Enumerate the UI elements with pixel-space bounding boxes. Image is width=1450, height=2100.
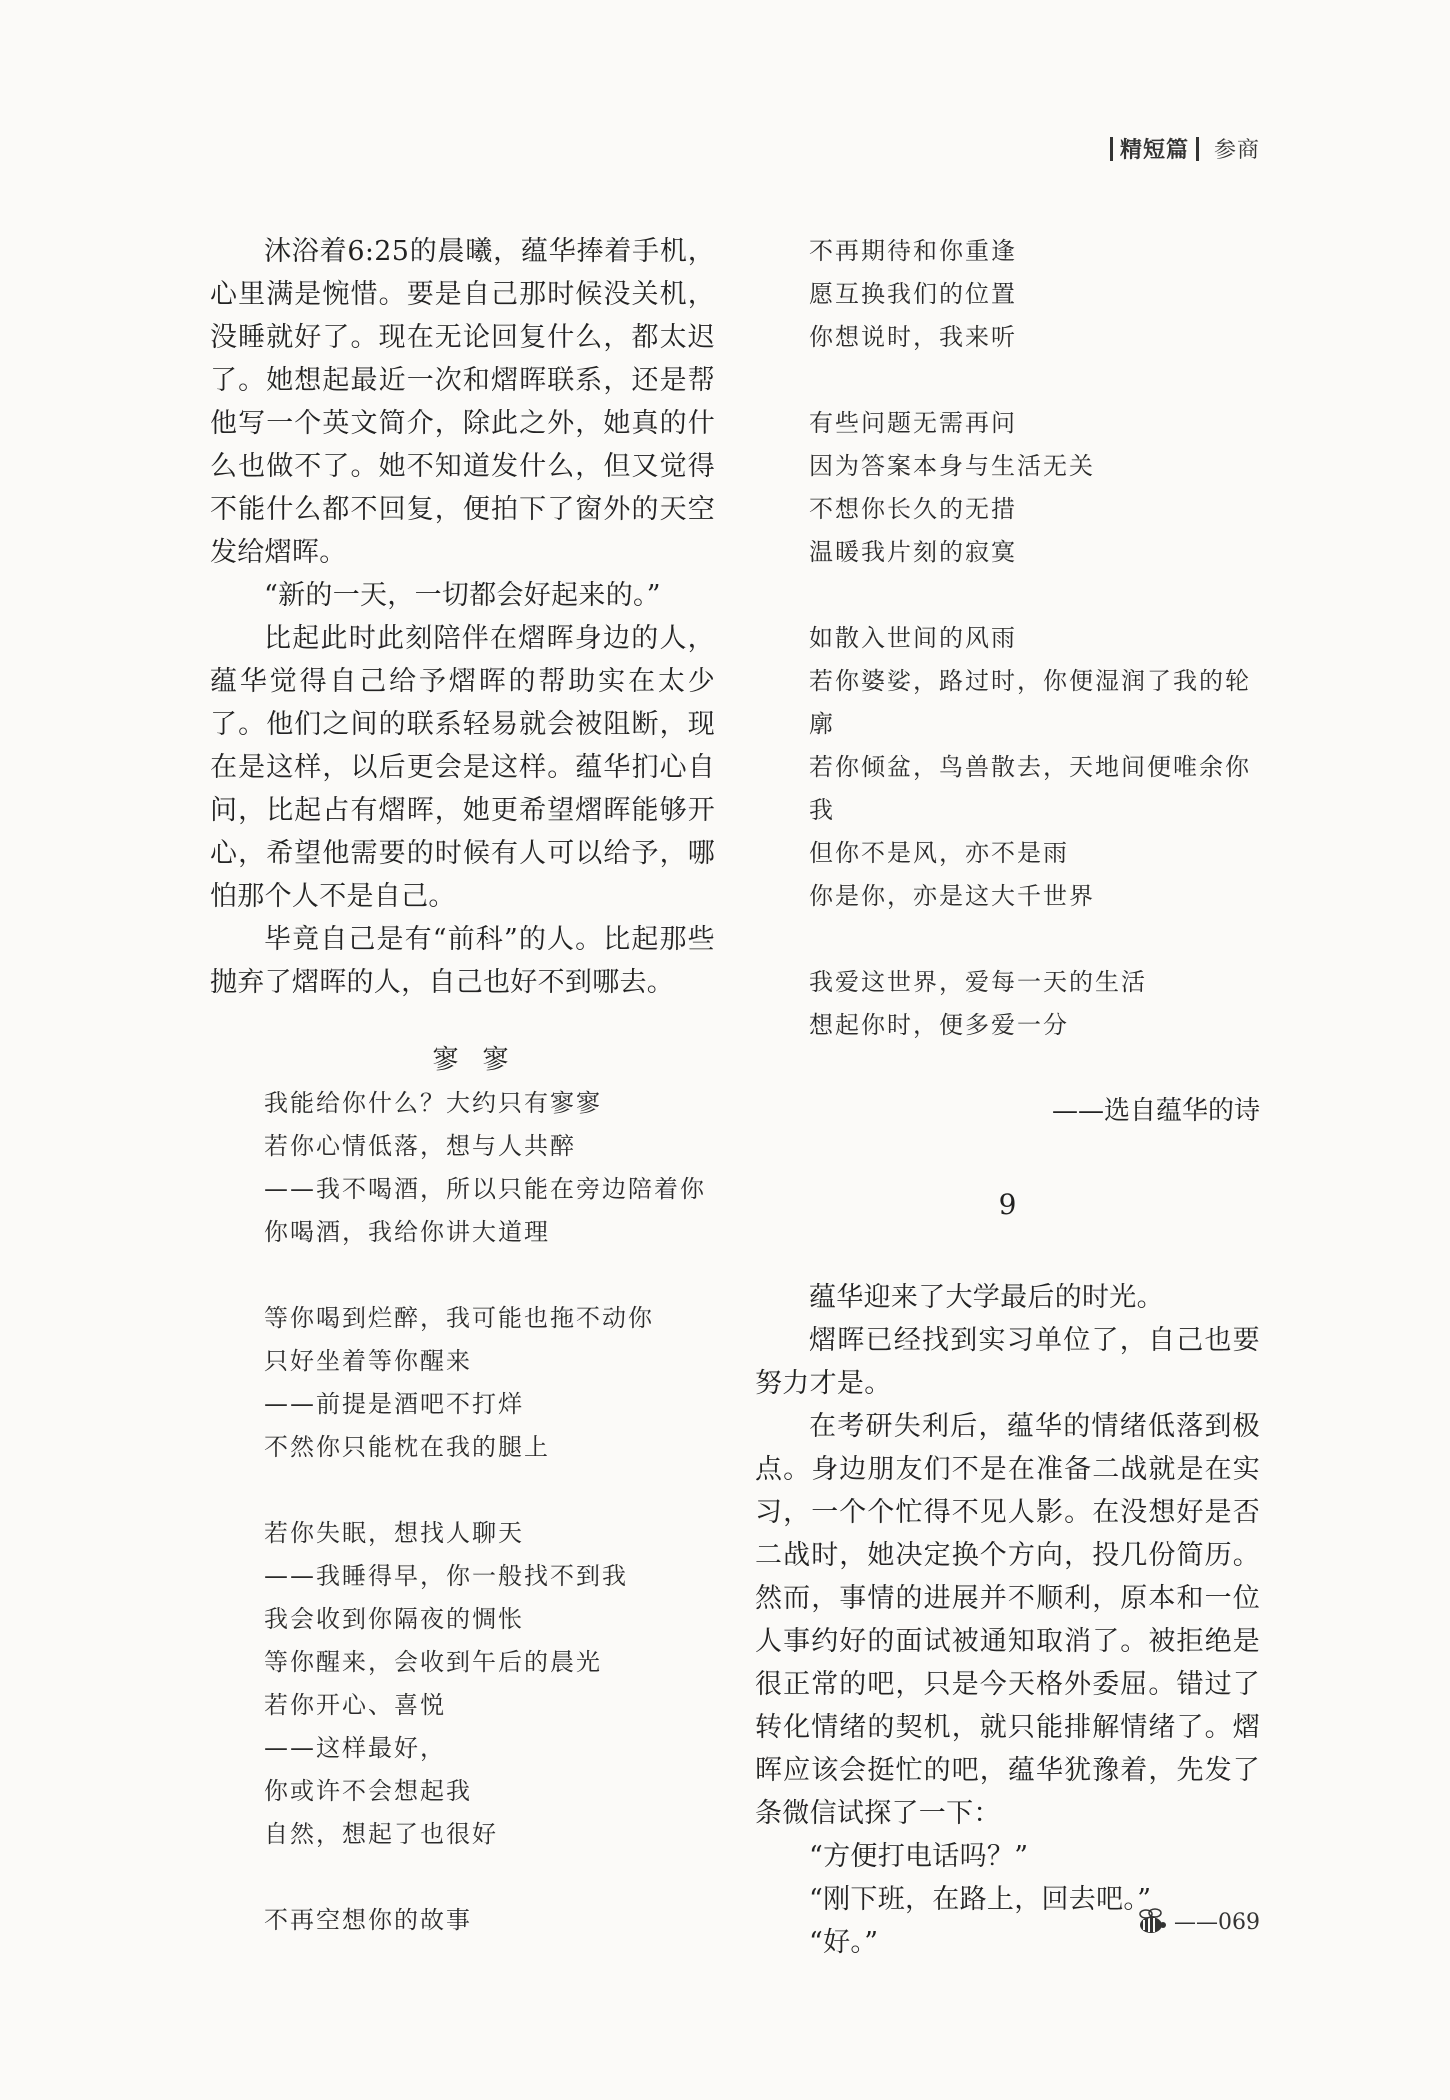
poem-left bbox=[264, 1082, 715, 1942]
left-column bbox=[210, 230, 715, 1985]
poem-line: 你是你，亦是这大千世界 bbox=[809, 882, 1095, 910]
stanza bbox=[264, 1082, 715, 1254]
paragraph: 比起此时此刻陪伴在熠晖身边的人，蕴华觉得自己给予熠晖的帮助实在太少了。他们之间的联系轻易就会被阻断，现在是这样，以后更会是这样。蕴华扪心自问，比起占有熠晖，她更希望熠晖能够开心，希望他需要的时候有人可以给予，哪怕那个人不是自己。 bbox=[210, 623, 715, 912]
page-footer bbox=[1134, 1907, 1260, 1937]
stanza bbox=[809, 617, 1260, 918]
page-number: ——069 bbox=[1174, 1909, 1260, 1935]
poem-line: 你喝酒，我给你讲大道理 bbox=[264, 1218, 550, 1246]
paragraph: “好。” bbox=[809, 1927, 879, 1958]
poem-line: 但你不是风，亦不是雨 bbox=[809, 839, 1069, 867]
poem-line: 只好坐着等你醒来 bbox=[264, 1347, 472, 1375]
stanza bbox=[809, 402, 1260, 574]
poem-attribution: ——选自蕴华的诗 bbox=[1051, 1096, 1260, 1126]
stanza bbox=[264, 1512, 715, 1856]
poem-line: ——我睡得早，你一般找不到我 bbox=[264, 1562, 628, 1590]
poem-line: 若你倾盆，鸟兽散去，天地间便唯余你我 bbox=[809, 753, 1251, 824]
poem-right bbox=[809, 230, 1260, 1047]
poem-line: 我会收到你隔夜的惆怅 bbox=[264, 1605, 524, 1633]
running-header bbox=[1103, 133, 1260, 164]
poem-line: ——这样最好， bbox=[264, 1734, 446, 1762]
right-prose bbox=[755, 1276, 1260, 1964]
poem-line: 温暖我片刻的寂寞 bbox=[809, 538, 1017, 566]
bee-icon bbox=[1134, 1907, 1168, 1937]
poem-line: 因为答案本身与生活无关 bbox=[809, 452, 1095, 480]
poem-line: 若你婆娑，路过时，你便湿润了我的轮廓 bbox=[809, 667, 1251, 738]
paragraph: “新的一天，一切都会好起来的。” bbox=[264, 580, 661, 611]
left-prose bbox=[210, 230, 715, 1004]
poem-line: 若你心情低落，想与人共醉 bbox=[264, 1132, 576, 1160]
poem-line: ——我不喝酒，所以只能在旁边陪着你 bbox=[264, 1175, 706, 1203]
poem-line: 若你失眠，想找人聊天 bbox=[264, 1519, 524, 1547]
poem-line: 不想你长久的无措 bbox=[809, 495, 1017, 523]
poem-line: 等你醒来，会收到午后的晨光 bbox=[264, 1648, 602, 1676]
paragraph: 在考研失利后，蕴华的情绪低落到极点。身边朋友们不是在准备二战就是在实习，一个个忙得不见人影。在没想好是否二战时，她决定换个方向，投几份简历。然而，事情的进展并不顺利，原本和一位人事约好的面试被通知取消了。被拒绝是很正常的吧，只是今天格外委屈。错过了转化情绪的契机，就只能排解情绪了。熠晖应该会挺忙的吧，蕴华犹豫着，先发了条微信试探了一下： bbox=[755, 1411, 1260, 1829]
poem-line: 我能给你什么？大约只有寥寥 bbox=[264, 1089, 602, 1117]
poem-line: 不再期待和你重逢 bbox=[809, 237, 1017, 265]
poem-line: 我爱这世界，爱每一天的生活 bbox=[809, 968, 1147, 996]
poem-line: 你或许不会想起我 bbox=[264, 1777, 472, 1805]
poem-line: 自然，想起了也很好 bbox=[264, 1820, 498, 1848]
poem-line: 愿互换我们的位置 bbox=[809, 280, 1017, 308]
header-section: 精短篇 bbox=[1119, 138, 1189, 163]
paragraph: 毕竟自己是有“前科”的人。比起那些抛弃了熠晖的人，自己也好不到哪去。 bbox=[210, 924, 715, 998]
header-divider bbox=[1196, 137, 1199, 161]
right-column bbox=[755, 230, 1260, 1964]
poem-line: 等你喝到烂醉，我可能也拖不动你 bbox=[264, 1304, 654, 1332]
stanza bbox=[809, 961, 1260, 1047]
paragraph: “方便打电话吗？” bbox=[809, 1841, 1029, 1872]
stanza bbox=[809, 230, 1260, 359]
header-title: 参商 bbox=[1213, 138, 1260, 163]
poem-line: 不然你只能枕在我的腿上 bbox=[264, 1433, 550, 1461]
poem-line: 你想说时，我来听 bbox=[809, 323, 1017, 351]
poem-line: 想起你时，便多爱一分 bbox=[809, 1011, 1069, 1039]
stanza bbox=[264, 1899, 715, 1942]
paragraph: 沐浴着6:25的晨曦，蕴华捧着手机，心里满是惋惜。要是自己那时候没关机，没睡就好了。现在无论回复什么，都太迟了。她想起最近一次和熠晖联系，还是帮他写一个英文简介，除此之外，她真的什么也做不了。她不知道发什么，但又觉得不能什么都不回复，便拍下了窗外的天空发给熠晖。 bbox=[210, 236, 715, 568]
poem-line: 如散入世间的风雨 bbox=[809, 624, 1017, 652]
paragraph: 熠晖已经找到实习单位了，自己也要努力才是。 bbox=[755, 1325, 1260, 1399]
poem-line: 有些问题无需再问 bbox=[809, 409, 1017, 437]
paragraph: 蕴华迎来了大学最后的时光。 bbox=[809, 1282, 1164, 1313]
poem-line: 若你开心、喜悦 bbox=[264, 1691, 446, 1719]
poem-line: 不再空想你的故事 bbox=[264, 1906, 472, 1934]
poem-title: 寥寥 bbox=[432, 1045, 533, 1075]
paragraph: “刚下班，在路上，回去吧。” bbox=[809, 1884, 1152, 1915]
chapter-number: 9 bbox=[998, 1188, 1017, 1221]
header-divider bbox=[1110, 137, 1113, 161]
stanza bbox=[264, 1297, 715, 1469]
poem-line: ——前提是酒吧不打烊 bbox=[264, 1390, 524, 1418]
